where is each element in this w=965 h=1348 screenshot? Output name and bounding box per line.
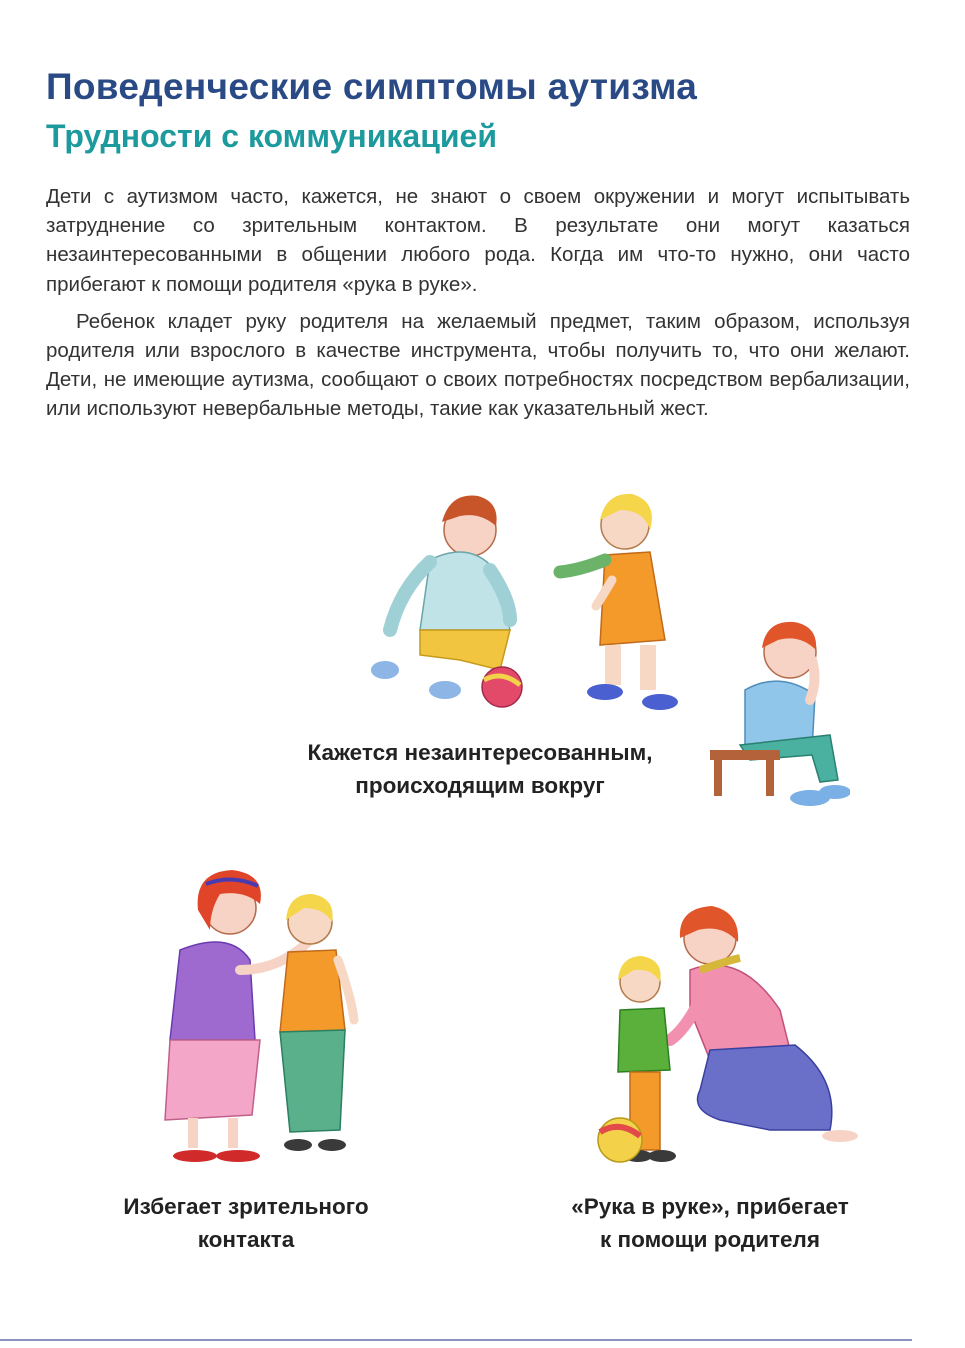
- section-subtitle: Трудности с коммуникацией: [46, 118, 497, 154]
- caption-uninterested: [250, 736, 710, 802]
- paragraph-1: Дети с аутизмом часто, кажется, не знают о своем окружении и могут испытывать затруднение со зрительным контактом. В результате они могут казаться незаинтересованными в общении любого рода. Когда им что-то нужно, они часто прибегают к помощи родителя «рука в руке».: [46, 185, 910, 296]
- caption-uninterested-line-2: происходящим вокруг: [355, 773, 605, 798]
- children-playing-ball-illustration: [360, 480, 700, 720]
- footer-divider: [0, 1339, 912, 1341]
- page-title: Поведенческие симптомы аутизма: [46, 66, 698, 107]
- caption-avoids-eye-contact-line-1: Избегает зрительного: [123, 1194, 369, 1219]
- caption-hand-in-hand-line-2: к помощи родителя: [600, 1227, 820, 1252]
- caption-avoids-eye-contact-line-2: контакта: [197, 1227, 295, 1252]
- body-text: [46, 182, 910, 432]
- sad-child-bench-illustration: [700, 610, 850, 810]
- avoids-eye-contact-illustration: [140, 860, 370, 1170]
- caption-uninterested-line-1: Кажется незаинтересованным,: [307, 740, 653, 765]
- caption-hand-in-hand: [520, 1190, 900, 1256]
- caption-hand-in-hand-line-1: «Рука в руке», прибегает: [571, 1194, 849, 1219]
- hand-in-hand-illustration: [590, 900, 860, 1170]
- caption-avoids-eye-contact: [66, 1190, 426, 1256]
- paragraph-2: Ребенок кладет руку родителя на желаемый предмет, таким образом, используя родителя или взрослого в качестве инструмента, чтобы получить то, что они желают. Дети, не имеющие аутизма, сообщают о своих потребностях посредством вербализации, или используют невербальные методы, такие как указательный жест.: [46, 309, 910, 421]
